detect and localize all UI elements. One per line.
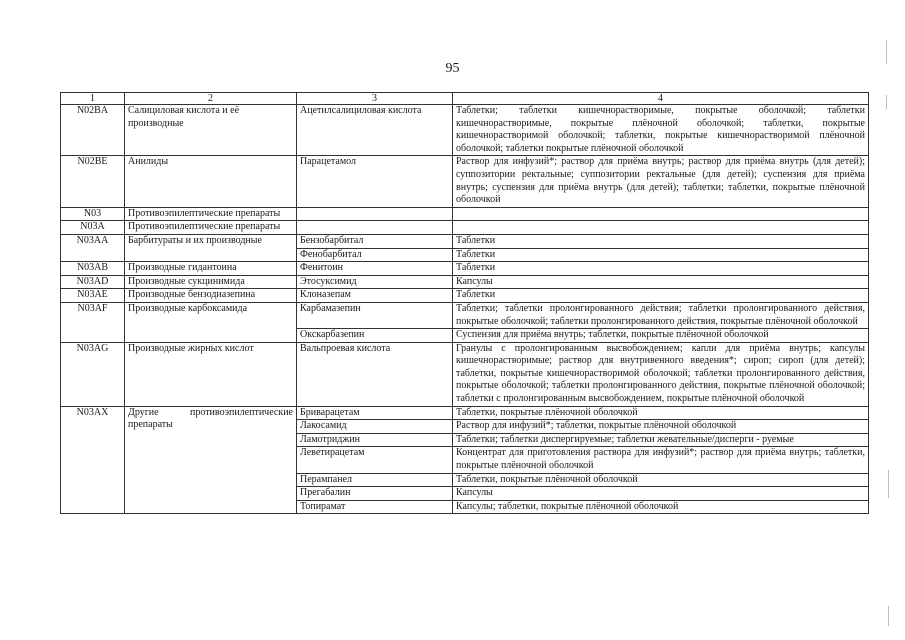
dosage-forms: Капсулы; таблетки, покрытые плёночной оболочкой xyxy=(453,500,869,514)
atc-code: N02BA xyxy=(61,105,125,156)
dosage-forms: Таблетки, покрытые плёночной оболочкой xyxy=(453,473,869,487)
dosage-forms: Раствор для инфузий*; раствор для приёма внутрь; раствор для приёма внутрь (для детей); суппозитории ректальные; суппозитории ректальные (для детей); суспензия для приёма внутрь; суспензия для приёма внутрь (для детей); таблетки; таблетки, покрытые плёночной оболочкой xyxy=(453,156,869,207)
atc-code: N03AF xyxy=(61,302,125,342)
group-name: Производные жирных кислот xyxy=(125,342,297,406)
table-row xyxy=(61,275,869,289)
drug-name: Парацетамол xyxy=(297,156,453,207)
drug-name: Бриварацетам xyxy=(297,406,453,420)
group-name: Производные бензодиазепина xyxy=(125,289,297,303)
group-name: Производные гидантоина xyxy=(125,262,297,276)
scan-mark xyxy=(888,606,889,626)
dosage-forms: Таблетки xyxy=(453,234,869,248)
drug-name: Бензобарбитал xyxy=(297,234,453,248)
dosage-forms: Раствор для инфузий*; таблетки, покрытые плёночной оболочкой xyxy=(453,420,869,434)
dosage-forms: Таблетки xyxy=(453,248,869,262)
dosage-forms: Таблетки, покрытые плёночной оболочкой xyxy=(453,406,869,420)
table-row xyxy=(61,105,869,156)
group-name: Противоэпилептические препараты xyxy=(125,221,297,235)
dosage-forms: Капсулы xyxy=(453,487,869,501)
header-col-4: 4 xyxy=(453,93,869,105)
drug-name: Лакосамид xyxy=(297,420,453,434)
group-name: Барбитураты и их производные xyxy=(125,234,297,261)
dosage-forms xyxy=(453,221,869,235)
dosage-forms: Таблетки xyxy=(453,262,869,276)
dosage-forms: Концентрат для приготовления раствора для инфузий*; раствор для приёма внутрь; таблетки, покрытые плёночной оболочкой xyxy=(453,447,869,473)
drug-name: Клоназепам xyxy=(297,289,453,303)
table-row xyxy=(61,262,869,276)
dosage-forms: Гранулы с пролонгированным высвобождением; капли для приёма внутрь; капсулы кишечнорастворимые; раствор для внутривенного введения*; сироп; сироп (для детей); таблетки, покрытые кишечнорастворимой оболочкой; таблетки пролонгированного действия, покрытые оболочкой; таблетки пролонгированного действия, покрытые плёночной оболочкой; таблетки с пролонгированным высвобождением, покрытые плёночной оболочкой xyxy=(453,342,869,406)
drug-name xyxy=(297,221,453,235)
page-number: 95 xyxy=(445,61,460,76)
table-row xyxy=(61,234,869,248)
group-name: Противоэпилептические препараты xyxy=(125,207,297,221)
drug-name: Перампанел xyxy=(297,473,453,487)
atc-code: N03AG xyxy=(61,342,125,406)
table-header-row xyxy=(61,93,869,105)
header-col-2: 2 xyxy=(125,93,297,105)
scan-mark xyxy=(886,40,887,64)
group-name: Другие противоэпилептические препараты xyxy=(125,406,297,514)
atc-code: N03A xyxy=(61,221,125,235)
drug-name: Фенитоин xyxy=(297,262,453,276)
group-name: Салициловая кислота и её производные xyxy=(125,105,297,156)
atc-code: N03 xyxy=(61,207,125,221)
scan-mark xyxy=(888,470,889,498)
drug-name: Карбамазепин xyxy=(297,302,453,328)
table-row xyxy=(61,207,869,221)
table-row xyxy=(61,406,869,420)
group-name: Производные карбоксамида xyxy=(125,302,297,342)
drug-name: Топирамат xyxy=(297,500,453,514)
scan-mark xyxy=(886,95,887,109)
header-col-3: 3 xyxy=(297,93,453,105)
dosage-forms: Суспензия для приёма внутрь; таблетки, покрытые плёночной оболочкой xyxy=(453,329,869,343)
drug-table xyxy=(60,92,869,514)
group-name: Производные сукцинимида xyxy=(125,275,297,289)
atc-code: N02BE xyxy=(61,156,125,207)
table-row xyxy=(61,289,869,303)
dosage-forms: Таблетки; таблетки кишечнорастворимые, покрытые оболочкой; таблетки кишечнорастворимые, покрытые плёночной оболочкой; таблетки, покрытые кишечнорастворимой оболочкой; таблетки, покрытые кишечнорастворимой плёночной оболочкой; таблетки покрытые плёночной оболочкой xyxy=(453,105,869,156)
table-row xyxy=(61,221,869,235)
dosage-forms: Таблетки; таблетки пролонгированного действия; таблетки пролонгированного действия, покрытые оболочкой; таблетки пролонгированного действия, покрытые плёночной оболочкой xyxy=(453,302,869,328)
drug-name: Фенобарбитал xyxy=(297,248,453,262)
table-row xyxy=(61,342,869,406)
atc-code: N03AD xyxy=(61,275,125,289)
table-row xyxy=(61,302,869,328)
dosage-forms xyxy=(453,207,869,221)
atc-code: N03AX xyxy=(61,406,125,514)
drug-name xyxy=(297,207,453,221)
dosage-forms: Капсулы xyxy=(453,275,869,289)
atc-code: N03AB xyxy=(61,262,125,276)
drug-name: Окскарбазепин xyxy=(297,329,453,343)
drug-name: Вальпроевая кислота xyxy=(297,342,453,406)
dosage-forms: Таблетки xyxy=(453,289,869,303)
drug-name: Прегабалин xyxy=(297,487,453,501)
group-name: Анилиды xyxy=(125,156,297,207)
header-col-1: 1 xyxy=(61,93,125,105)
table-row xyxy=(61,156,869,207)
atc-code: N03AE xyxy=(61,289,125,303)
drug-name: Этосуксимид xyxy=(297,275,453,289)
drug-name: Ацетилсалициловая кислота xyxy=(297,105,453,156)
drug-name: Леветирацетам xyxy=(297,447,453,473)
dosage-forms: Таблетки; таблетки диспергируемые; таблетки жевательные/дисперги - руемые xyxy=(453,433,869,447)
atc-code: N03AA xyxy=(61,234,125,261)
drug-name: Ламотриджин xyxy=(297,433,453,447)
